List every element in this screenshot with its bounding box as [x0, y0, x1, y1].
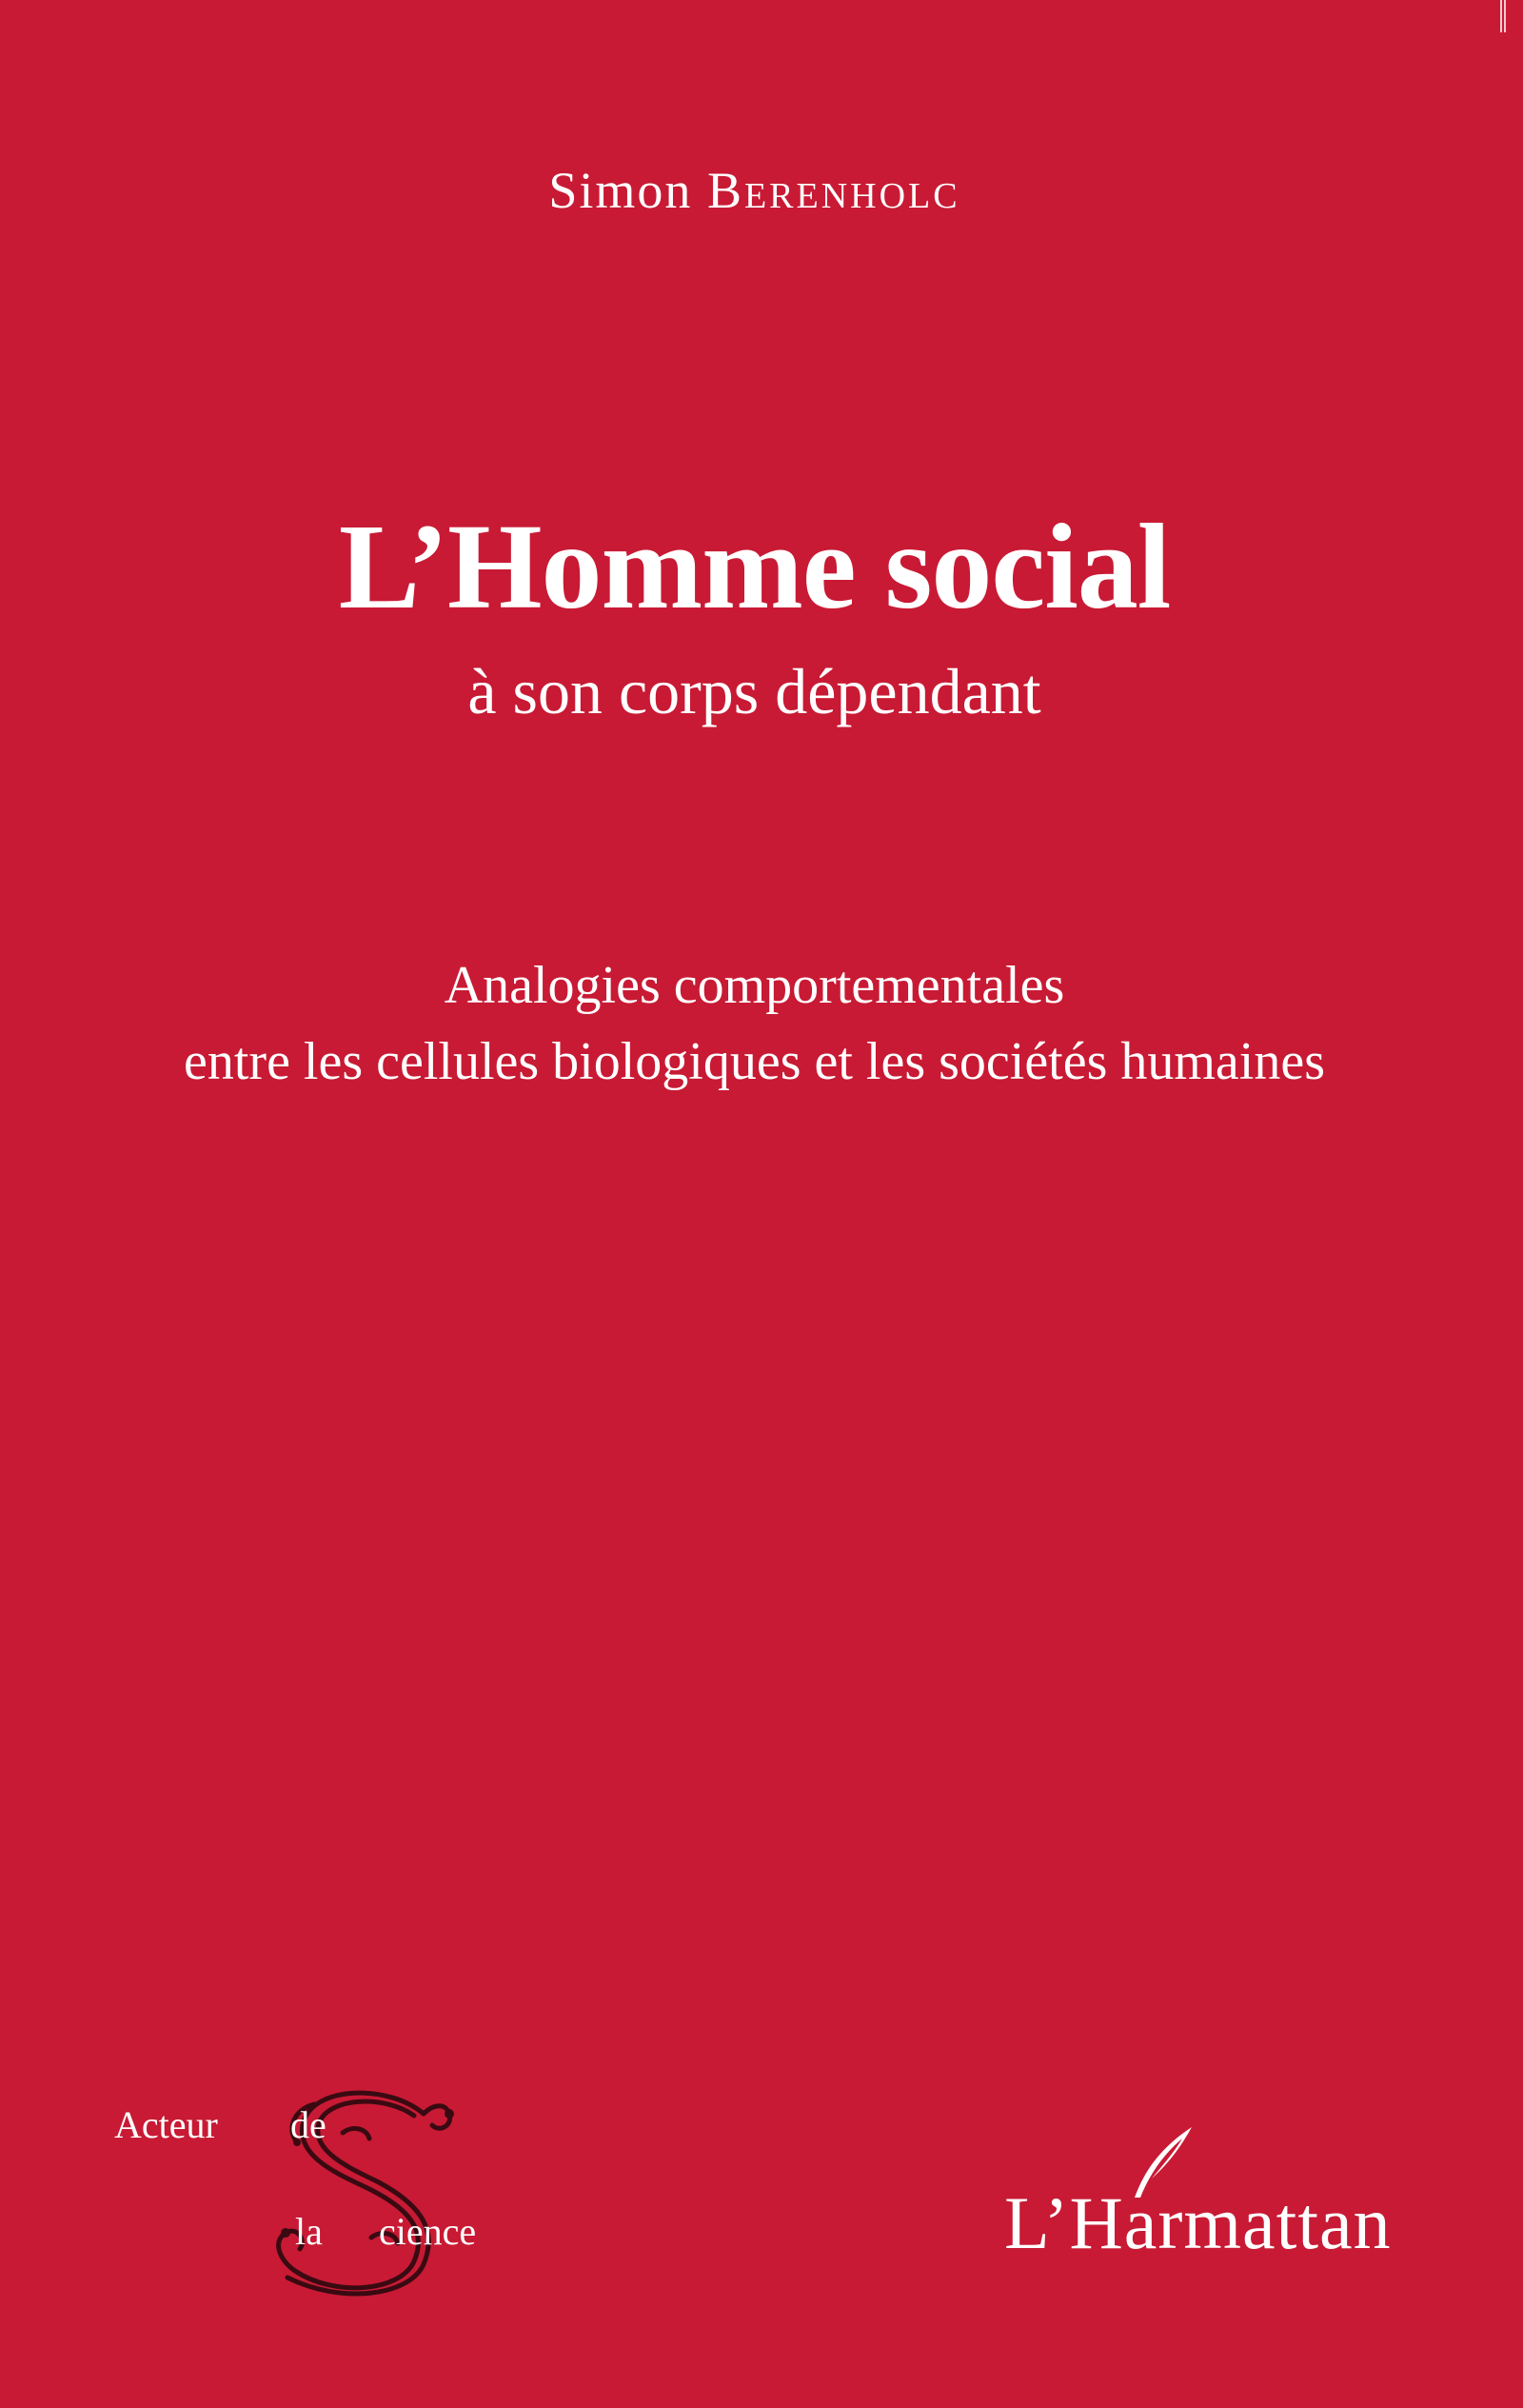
- collection-word-de: de: [290, 2103, 326, 2146]
- collection-logo: [105, 2076, 524, 2304]
- author-name: [0, 157, 1509, 224]
- book-tagline: [0, 947, 1509, 1100]
- author-first-name: Simon: [548, 162, 693, 219]
- edge-mark: [1500, 0, 1506, 32]
- publisher-name: L’Harmattan: [1004, 2181, 1392, 2264]
- book-subtitle: à son corps dépendant: [467, 655, 1041, 727]
- decorative-s-icon: [228, 2076, 476, 2304]
- tagline-line-2: entre les cellules biologiques et les sociétés humaines: [184, 1032, 1325, 1091]
- tagline-line-1: Analogies comportementales: [444, 956, 1065, 1015]
- collection-word-acteur: Acteur: [114, 2103, 218, 2146]
- publisher-logo: [1004, 2123, 1414, 2266]
- book-title: L’Homme social: [338, 499, 1171, 634]
- collection-word-cience: cience: [379, 2210, 477, 2253]
- author-last-name: Berenholc: [706, 162, 960, 219]
- collection-word-la: la: [295, 2210, 323, 2253]
